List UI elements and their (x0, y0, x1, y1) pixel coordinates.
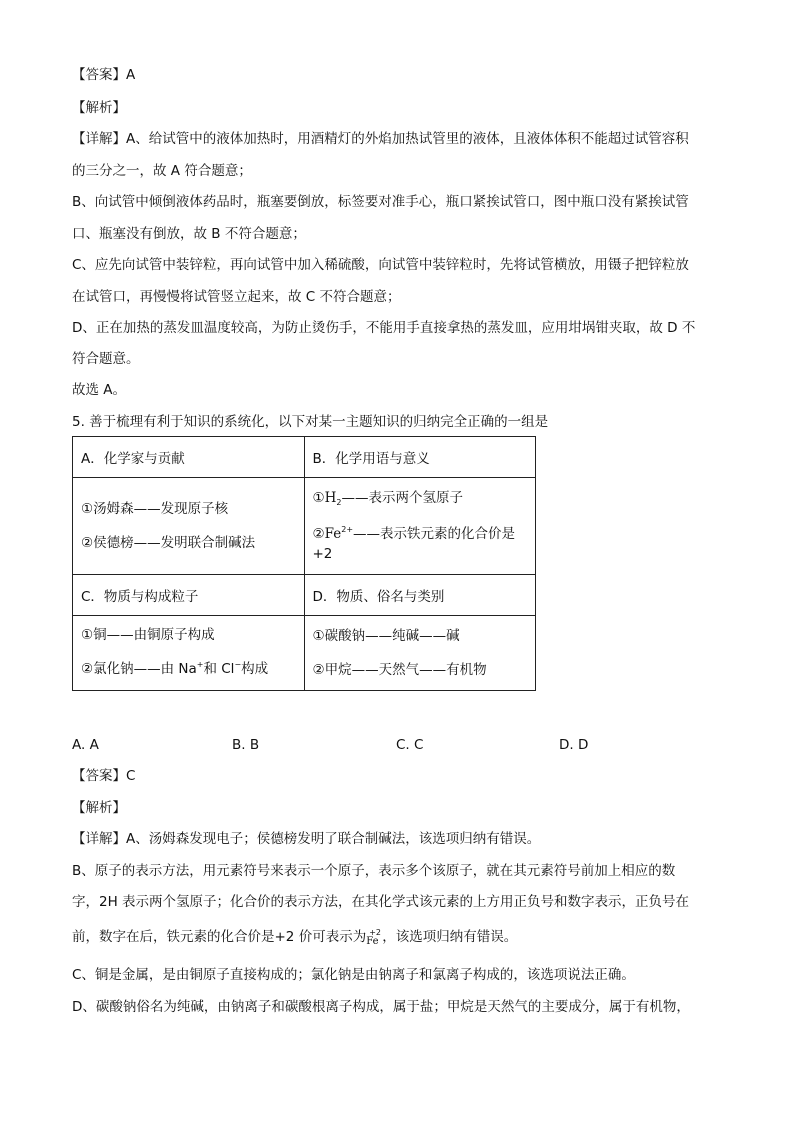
c-item-1: ①铜——由铜原子构成 (81, 627, 215, 643)
detail-2-line-4: 前，数字在后，铁元素的化合价是+2 价可表示为 +2 Fe ，该选项归纳有错误。 (72, 928, 518, 947)
a-item-2: ②侯德榜——发明联合制碱法 (81, 535, 256, 551)
cell-b-head: B．化学用语与意义 (304, 437, 536, 478)
option-a[interactable]: A. A (72, 737, 99, 753)
detail-1-line-1: 【详解】A、给试管中的液体加热时，用酒精灯的外焰加热试管里的液体，且液体体积不能超过试管容积 (72, 131, 689, 147)
option-d[interactable]: D. D (559, 737, 589, 753)
c-item-2: ②氯化钠——由 Na+和 Cl−构成 (81, 660, 269, 677)
answer-1: 【答案】A (72, 67, 136, 83)
detail-2-line-6: D、碳酸钠俗名为纯碱，由钠离子和碳酸根离子构成，属于盐；甲烷是天然气的主要成分，属于有机物， (72, 999, 690, 1015)
detail-1-line-6: 在试管口，再慢慢将试管竖立起来，故 C 不符合题意； (72, 289, 401, 305)
cell-d-head: D．物质、俗名与类别 (304, 575, 536, 616)
analysis-1: 【解析】 (72, 100, 126, 116)
a-item-1: ①汤姆森——发现原子核 (81, 501, 229, 517)
option-c[interactable]: C. C (396, 737, 424, 753)
detail-1-line-3: B、向试管中倾倒液体药品时，瓶塞要倒放，标签要对准手心，瓶口紧挨试管口，图中瓶口没有紧挨试管 (72, 194, 689, 210)
b-item-2: $②Fe^{2+}——$表示铁元素的化合价是+2 (312, 525, 516, 562)
cell-a-head: A．化学家与贡献 (73, 437, 305, 478)
b-item-1: $①H_2——$表示两个氢原子 (312, 490, 463, 507)
detail-1-line-4: 口、瓶塞没有倒放，故 B 不符合题意； (72, 226, 306, 242)
answer-2: 【答案】C (72, 768, 136, 784)
cell-d-body (304, 616, 536, 691)
d-item-1: ①碳酸钠——纯碱——碱 (312, 628, 460, 644)
fe-valence-notation: +2 Fe (366, 928, 381, 947)
option-b[interactable]: B. B (232, 737, 260, 753)
cell-c-body (73, 616, 305, 691)
detail-1-line-5: C、应先向试管中装锌粒，再向试管中加入稀硫酸，向试管中装锌粒时，先将试管横放，用镊子把锌粒放 (72, 257, 689, 273)
detail-1-line-9: 故选 A。 (72, 382, 127, 398)
analysis-2: 【解析】 (72, 800, 126, 816)
detail-1-line-2: 的三分之一，故 A 符合题意； (72, 163, 252, 179)
cell-c-head: C．物质与构成粒子 (73, 575, 305, 616)
answer-options (72, 737, 632, 755)
detail-2-line-1: 【详解】A、汤姆森发现电子；侯德榜发明了联合制碱法，该选项归纳有错误。 (72, 831, 541, 847)
question-table (72, 436, 536, 691)
cell-b-body (304, 478, 536, 575)
detail-1-line-7: D、正在加热的蒸发皿温度较高，为防止烫伤手，不能用手直接拿热的蒸发皿，应用坩埚钳夹取，故 D 不 (72, 320, 696, 336)
detail-2-line-5: C、铜是金属，是由铜原子直接构成的；氯化钠是由钠离子和氯离子构成的，该选项说法正确。 (72, 967, 635, 983)
cell-a-body (73, 478, 305, 575)
d-item-2: ②甲烷——天然气——有机物 (312, 662, 487, 678)
question-stem: 5. 善于梳理有利于知识的系统化，以下对某一主题知识的归纳完全正确的一组是 (72, 414, 549, 430)
detail-2-line-3: 字，2H 表示两个氢原子；化合价的表示方法，在其化学式该元素的上方用正负号和数字表示，正负号在 (72, 894, 690, 910)
detail-2-line-2: B、原子的表示方法，用元素符号来表示一个原子，表示多个该原子，就在其元素符号前加上相应的数 (72, 863, 676, 879)
detail-1-line-8: 符合题意。 (72, 351, 140, 367)
